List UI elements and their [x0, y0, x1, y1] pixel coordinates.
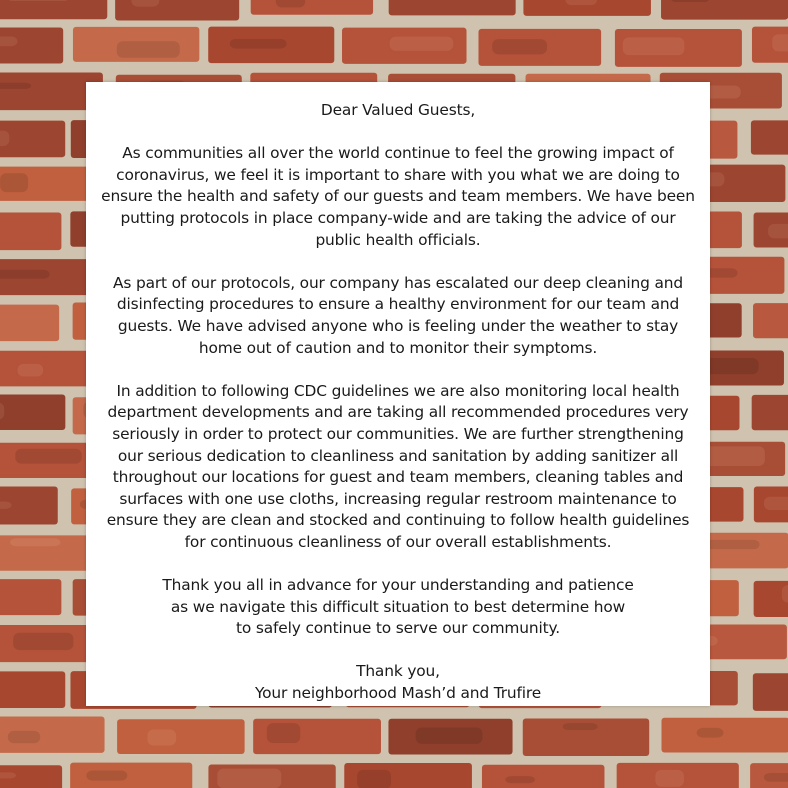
brick-texture	[8, 731, 40, 743]
brick-texture	[147, 729, 176, 745]
closing-line: as we navigate this difficult situation to best determine how	[170, 597, 626, 616]
brick-texture	[0, 502, 11, 509]
brick	[482, 765, 605, 788]
closing-paragraph	[100, 575, 696, 640]
brick-texture	[416, 728, 483, 744]
signoff: Thank you,	[356, 662, 440, 681]
brick-texture	[0, 37, 18, 47]
brick-texture	[217, 769, 281, 788]
brick	[752, 395, 788, 430]
signoff-block	[100, 661, 696, 704]
brick-texture	[0, 131, 9, 146]
brick-texture	[670, 0, 711, 2]
brick-texture	[230, 39, 287, 49]
brick-texture	[565, 0, 597, 5]
brick-texture	[772, 34, 788, 51]
brick-texture	[703, 446, 765, 466]
brick	[0, 579, 61, 615]
brick	[753, 303, 788, 338]
brick-texture	[13, 633, 73, 650]
closing-line: Thank you all in advance for your understanding and patience	[162, 576, 634, 595]
brick-texture	[390, 37, 454, 51]
brick	[117, 719, 244, 754]
notice-letter-card	[86, 82, 710, 706]
brick-texture	[15, 449, 82, 464]
brick-texture	[768, 224, 788, 239]
brick-texture	[357, 770, 391, 788]
closing-line: to safely continue to serve our community.	[236, 619, 560, 638]
brick	[0, 305, 59, 341]
brick-texture	[17, 364, 43, 377]
salutation: Dear Valued Guests,	[320, 101, 476, 119]
paragraph-health-safety: As communities all over the world continue to feel the growing impact of coronavirus, we feel it is important to share with you what we are doing to ensure the health and safety of our guests and team members. We have been putting protocols in place company-wide and are taking the advice of our public health officials.	[101, 144, 695, 249]
brick-texture	[117, 41, 180, 57]
brick-texture	[0, 270, 50, 279]
brick	[389, 0, 516, 15]
brick-texture	[86, 770, 127, 780]
brick	[0, 395, 65, 430]
brick	[661, 718, 788, 753]
brick	[753, 673, 788, 711]
brick	[661, 0, 788, 20]
brick-texture	[0, 772, 16, 778]
brick	[0, 0, 107, 19]
brick-texture	[492, 39, 547, 54]
brick-texture	[10, 538, 60, 546]
brick-texture	[764, 497, 788, 510]
brick-texture	[505, 776, 535, 783]
brick	[751, 120, 788, 154]
brick-texture	[655, 770, 684, 787]
brick-texture	[563, 723, 598, 730]
brick-texture	[6, 0, 70, 1]
brick	[251, 0, 373, 15]
brick	[0, 212, 61, 250]
brick-texture	[623, 37, 685, 55]
brick	[0, 121, 65, 158]
brick-texture	[0, 173, 28, 192]
brick-texture	[131, 0, 159, 7]
brick-texture	[276, 0, 305, 7]
brick-texture	[697, 728, 724, 738]
brick	[0, 671, 65, 708]
paragraph-cdc-guidelines: In addition to following CDC guidelines we are also monitoring local health department developments and are taking all recommended procedures very seriously in order to protect our communities. We are further strengthening our serious dedication to cleanliness and sanitation by adding sanitizer all throughout our locations for guest and team members, cleaning tables and surfaces with one use cloths, increasing regular restroom maintenance to ensure they are clean and stocked and continuing to follow health guidelines for continuous cleanliness of our overall establishments.	[106, 381, 690, 551]
signature: Your neighborhood Mash’d and Trufire	[254, 684, 542, 703]
paragraph-cleaning-protocols: As part of our protocols, our company has escalated our deep cleaning and disinfecting procedures to ensure a healthy environment for our team and guests. We have advised anyone who is feeling under the weather to stay home out of caution and to monitor their symptoms.	[112, 273, 683, 357]
brick-texture	[267, 723, 300, 743]
brick-texture	[0, 83, 31, 89]
brick-texture	[764, 773, 788, 782]
